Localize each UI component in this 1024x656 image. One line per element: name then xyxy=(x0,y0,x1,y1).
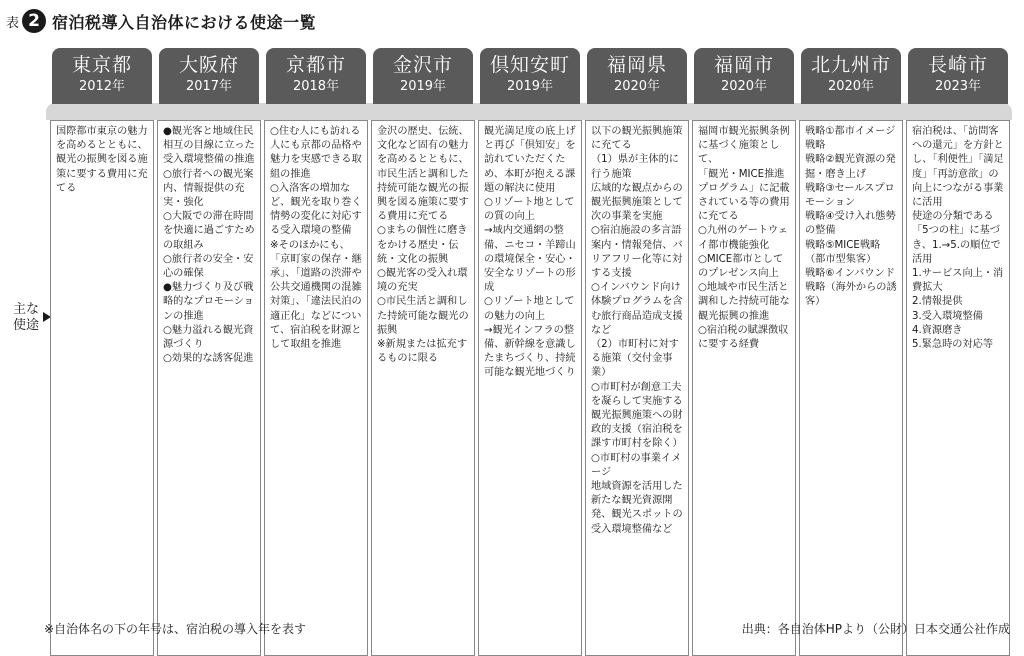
column-header xyxy=(587,48,687,104)
usage-text: 国際都市東京の魅力を高めるとともに、観光の振興を図る施策に要する費用に充てる xyxy=(50,120,154,656)
footnote: ※自治体名の下の年号は、宿泊税の導入年を表す xyxy=(44,622,307,636)
intro-year: 2019年 xyxy=(399,79,447,94)
intro-year: 2019年 xyxy=(506,79,554,94)
city-name: 大阪府 xyxy=(178,54,239,76)
intro-year: 2017年 xyxy=(185,79,233,94)
column-header xyxy=(159,48,259,104)
usage-text: ●観光客と地域住民相互の目線に立った受入環境整備の推進 ○旅行者への観光案内、情報提供の充実・強化 ○大阪での滞在時間を快適に過ごすための取組み ○旅行者の安全・安心の確保 ●魅力づくり及び戦略的なプロモーションの推進 ○魅力溢れる観光資源づくり ○効果的な誘客促進 xyxy=(157,120,261,656)
city-name: 北九州市 xyxy=(810,54,891,76)
page-title: 宿泊税導入自治体における使途一覧 xyxy=(52,12,317,32)
intro-year: 2020年 xyxy=(613,79,661,94)
column-header xyxy=(480,48,580,104)
usage-text: 金沢の歴史、伝統、文化など固有の魅力を高めるとともに、市民生活と調和した持続可能な観光の振興を図る施策に要する費用に充てる ○まちの個性に磨きをかける歴史・伝統・文化の振興 ○観光客の受入れ環境の充実 ○市民生活と調和した持続可能な観光の振興 ※新規または拡充するものに限る xyxy=(371,120,475,656)
city-name: 福岡県 xyxy=(606,54,667,76)
column-header xyxy=(266,48,366,104)
usage-text: 福岡市観光振興条例に基づく施策として、 「観光・MICE推進プログラム」に記載されている等の費用に充てる ○九州のゲートウェイ都市機能強化 ○MICE都市としてのプレゼンス向上 ○地域や市民生活と調和した持続可能な観光振興の推進 ○宿泊税の賦課徴収に要する経費 xyxy=(692,120,796,656)
intro-year: 2012年 xyxy=(78,79,126,94)
intro-year: 2018年 xyxy=(292,79,340,94)
column-header xyxy=(52,48,152,104)
city-name: 倶知安町 xyxy=(489,54,570,76)
usage-text: 以下の観光振興施策に充てる （1）県が主体的に行う施策 広域的な観点からの観光振興施策として次の事業を実施 ○宿泊施設の多言語案内・情報発信、バリアフリー化等に対する支援 ○インバウンド向け体験プログラムを含む旅行商品造成支援など （2）市町村に対する施策（交付金事業） ○市町村が創意工夫を凝らして実施する観光振興施策への財政的支援（宿泊税を課す市町村を除く） ○市町村の事業イメージ 地域資源を活用した新たな観光資源開発、観光スポットの受入環境整備など xyxy=(585,120,689,656)
side-label: 主な 使途 xyxy=(12,302,39,333)
city-name: 東京都 xyxy=(71,54,132,76)
intro-year: 2020年 xyxy=(720,79,768,94)
intro-year: 2020年 xyxy=(827,79,875,94)
city-name: 長崎市 xyxy=(927,54,988,76)
usage-text: ○住む人にも訪れる人にも京都の品格や魅力を実感できる取組の推進 ○入洛客の増加など、観光を取り巻く情勢の変化に対応する受入環境の整備 ※そのほかにも、「京町家の保存・継承」、「道路の渋滞や公共交通機関の混雑対策」、「違法民泊の適正化」などについて、宿泊税を財源として取組を推進 xyxy=(264,120,368,656)
header-band xyxy=(46,103,1012,120)
column-header xyxy=(801,48,901,104)
table-title xyxy=(6,6,316,36)
city-name: 福岡市 xyxy=(713,54,774,76)
source-note: 出典：各自治体HPより（公財）日本交通公社作成 xyxy=(741,622,1010,636)
usage-text: 観光満足度の底上げと再び「倶知安」を訪れていただくため、本町が抱える課題の解決に使用 ○リゾート地としての質の向上 →域内交通網の整備、ニセコ・羊蹄山の環境保全・安心・安全なリゾートの形成 ○リゾート地としての魅力の向上 →観光インフラの整備、新幹線を意識したまちづくり、持続可能な観光地づくり xyxy=(478,120,582,656)
table-number-badge: 2 xyxy=(22,9,46,33)
column-header xyxy=(908,48,1008,104)
city-name: 金沢市 xyxy=(392,54,453,76)
intro-year: 2023年 xyxy=(934,79,982,94)
usage-text: 宿泊税は、「訪問客への還元」を方針とし、「利便性」「満足度」「再訪意欲」の向上につながる事業に活用 使途の分類である「5つの柱」に基づき、1.→5.の順位で活用 1.サービス向上・消費拡大 2.情報提供 3.受入環境整備 4.資源磨き 5.緊急時の対応等 xyxy=(906,120,1010,656)
column-header xyxy=(694,48,794,104)
usage-text: 戦略①都市イメージ戦略 戦略②観光資源の発掘・磨き上げ 戦略③セールスプロモーション 戦略④受け入れ態勢の整備 戦略⑤MICE戦略（都市型集客） 戦略⑥インバウンド戦略（海外からの誘客） xyxy=(799,120,903,656)
column-header xyxy=(373,48,473,104)
table-prefix: 表 xyxy=(6,15,20,31)
city-name: 京都市 xyxy=(285,54,346,76)
